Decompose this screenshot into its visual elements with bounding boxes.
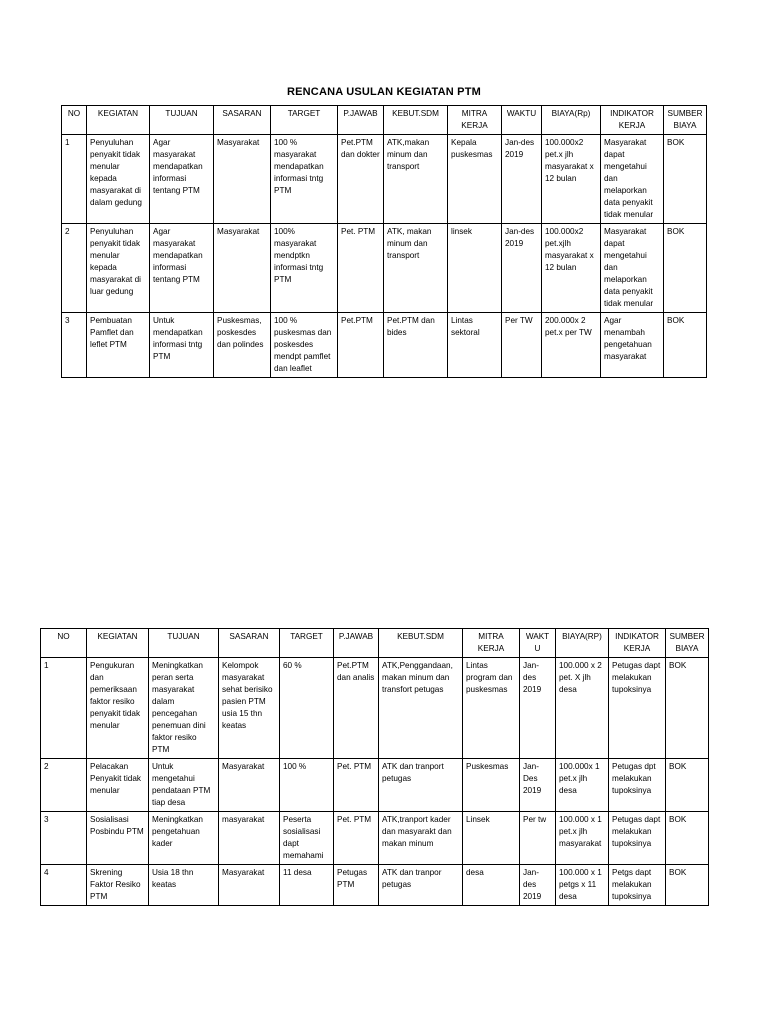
table-cell: 100 % puskesmas dan poskesdes mendpt pamflet dan leaflet bbox=[271, 313, 338, 378]
table-cell: Untuk mengetahui pendataan PTM tiap desa bbox=[149, 759, 219, 812]
table-row bbox=[62, 135, 707, 224]
table-cell: BOK bbox=[666, 658, 709, 759]
table-cell: 1 bbox=[41, 658, 87, 759]
table-cell: Puskesmas, poskesdes dan polindes bbox=[214, 313, 271, 378]
table-cell: Pet.PTM dan analis bbox=[334, 658, 379, 759]
table-cell: 100% masyarakat mendptkn informasi tntg PTM bbox=[271, 224, 338, 313]
table-cell: 100.000x 1 pet.x jlh desa bbox=[556, 759, 609, 812]
table-cell: Petugas PTM bbox=[334, 865, 379, 906]
table-row bbox=[41, 812, 709, 865]
column-header: P.JAWAB bbox=[338, 106, 384, 135]
table-cell: Linsek bbox=[463, 812, 520, 865]
table-cell: Pet.PTM dan dokter bbox=[338, 135, 384, 224]
table-cell: 3 bbox=[41, 812, 87, 865]
column-header: P.JAWAB bbox=[334, 629, 379, 658]
table-cell: Jan-des 2019 bbox=[520, 658, 556, 759]
table-cell: 100 % masyarakat mendapatkan informasi tntg PTM bbox=[271, 135, 338, 224]
table-cell: 100.000 x 2 pet. X jlh desa bbox=[556, 658, 609, 759]
table-cell: ATK, makan minum dan transport bbox=[384, 224, 448, 313]
table-row bbox=[41, 865, 709, 906]
table-cell: 60 % bbox=[280, 658, 334, 759]
table-cell: Meningkatkan pengetahuan kader bbox=[149, 812, 219, 865]
table-cell: BOK bbox=[666, 865, 709, 906]
column-header: WAKTU bbox=[502, 106, 542, 135]
table-cell: 3 bbox=[62, 313, 87, 378]
table-cell: 200.000x 2 pet.x per TW bbox=[542, 313, 601, 378]
table-cell: Jan-des 2019 bbox=[502, 135, 542, 224]
column-header: MITRA KERJA bbox=[463, 629, 520, 658]
table-cell: Untuk mendapatkan informasi tntg PTM bbox=[150, 313, 214, 378]
table-cell: Masyarakat dapat mengetahui dan melaporkan data penyakit tidak menular bbox=[601, 135, 664, 224]
column-header: WAKTU bbox=[520, 629, 556, 658]
table-cell: ATK,tranport kader dan masyarakt dan makan minum bbox=[379, 812, 463, 865]
column-header: BIAYA(Rp) bbox=[542, 106, 601, 135]
table-cell: Pet. PTM bbox=[338, 224, 384, 313]
table-cell: Masyarakat dapat mengetahui dan melaporkan data penyakit tidak menular bbox=[601, 224, 664, 313]
table-cell: BOK bbox=[664, 313, 707, 378]
table-cell: 1 bbox=[62, 135, 87, 224]
table-cell: BOK bbox=[664, 135, 707, 224]
table-cell: Puskesmas bbox=[463, 759, 520, 812]
table-header-row bbox=[62, 106, 707, 135]
table-row bbox=[62, 224, 707, 313]
table-cell: desa bbox=[463, 865, 520, 906]
table-cell: 100.000x2 pet.xjlh masyarakat x 12 bulan bbox=[542, 224, 601, 313]
column-header: BIAYA(RP) bbox=[556, 629, 609, 658]
table-cell: 100.000x2 pet.x jlh masyarakat x 12 bulan bbox=[542, 135, 601, 224]
column-header: KEBUT.SDM bbox=[379, 629, 463, 658]
table-cell: Petugas dpt melakukan tupoksinya bbox=[609, 759, 666, 812]
table-cell: ATK dan tranport petugas bbox=[379, 759, 463, 812]
table-cell: Masyarakat bbox=[214, 135, 271, 224]
table-cell: Jan-des 2019 bbox=[520, 865, 556, 906]
column-header: SASARAN bbox=[219, 629, 280, 658]
table-cell: BOK bbox=[666, 812, 709, 865]
column-header: TARGET bbox=[280, 629, 334, 658]
table-cell: Pet.PTM dan bides bbox=[384, 313, 448, 378]
table-row bbox=[41, 759, 709, 812]
table-cell: Petugas dapt melakukan tupoksinya bbox=[609, 658, 666, 759]
table-cell: BOK bbox=[666, 759, 709, 812]
table-cell: Pet. PTM bbox=[334, 759, 379, 812]
table-cell: BOK bbox=[664, 224, 707, 313]
table-cell: ATK,Penggandaan, makan minum dan transfort petugas bbox=[379, 658, 463, 759]
table-cell: Agar menambah pengetahuan masyarakat bbox=[601, 313, 664, 378]
table-header-row bbox=[41, 629, 709, 658]
column-header: KEGIATAN bbox=[87, 106, 150, 135]
column-header: SUMBER BIAYA bbox=[664, 106, 707, 135]
table-cell: Pembuatan Pamflet dan leflet PTM bbox=[87, 313, 150, 378]
column-header: TUJUAN bbox=[150, 106, 214, 135]
table-cell: Agar masyarakat mendapatkan informasi tentang PTM bbox=[150, 135, 214, 224]
table-cell: Masyarakat bbox=[214, 224, 271, 313]
table-cell: masyarakat bbox=[219, 812, 280, 865]
table-cell: linsek bbox=[448, 224, 502, 313]
table-cell: Sosialisasi Posbindu PTM bbox=[87, 812, 149, 865]
table-cell: Lintas program dan puskesmas bbox=[463, 658, 520, 759]
column-header: SUMBER BIAYA bbox=[666, 629, 709, 658]
table-cell: Skrening Faktor Resiko PTM bbox=[87, 865, 149, 906]
document-title: RENCANA USULAN KEGIATAN PTM bbox=[286, 86, 482, 98]
table-cell: Usia 18 thn keatas bbox=[149, 865, 219, 906]
table-cell: 2 bbox=[62, 224, 87, 313]
table-cell: Jan-des 2019 bbox=[502, 224, 542, 313]
table-cell: Petgs dapt melakukan tupoksinya bbox=[609, 865, 666, 906]
table-cell: Per TW bbox=[502, 313, 542, 378]
column-header: NO bbox=[62, 106, 87, 135]
table-cell: 2 bbox=[41, 759, 87, 812]
column-header: TUJUAN bbox=[149, 629, 219, 658]
table-cell: Masyarakat bbox=[219, 759, 280, 812]
table-cell: Kelompok masyarakat sehat berisiko pasien PTM usia 15 thn keatas bbox=[219, 658, 280, 759]
activity-plan-table-1 bbox=[61, 105, 707, 378]
column-header: KEBUT.SDM bbox=[384, 106, 448, 135]
table-cell: Peserta sosialisasi dapt memahami bbox=[280, 812, 334, 865]
table-cell: Per tw bbox=[520, 812, 556, 865]
table-cell: Masyarakat bbox=[219, 865, 280, 906]
table-cell: Pet.PTM bbox=[338, 313, 384, 378]
table-cell: ATK,makan minum dan transport bbox=[384, 135, 448, 224]
column-header: NO bbox=[41, 629, 87, 658]
table-cell: 4 bbox=[41, 865, 87, 906]
table-cell: 100 % bbox=[280, 759, 334, 812]
column-header: INDIKATOR KERJA bbox=[609, 629, 666, 658]
table-cell: Penyuluhan penyakit tidak menular kepada masyarakat di luar gedung bbox=[87, 224, 150, 313]
table-cell: Pengukuran dan pemeriksaan faktor resiko penyakit tidak menular bbox=[87, 658, 149, 759]
table-cell: Agar masyarakat mendapatkan informasi tentang PTM bbox=[150, 224, 214, 313]
column-header: SASARAN bbox=[214, 106, 271, 135]
table-cell: Petugas dapt melakukan tupoksinya bbox=[609, 812, 666, 865]
table-cell: Lintas sektoral bbox=[448, 313, 502, 378]
table-cell: Pet. PTM bbox=[334, 812, 379, 865]
table-cell: Pelacakan Penyakit tidak menular bbox=[87, 759, 149, 812]
column-header: TARGET bbox=[271, 106, 338, 135]
table-row bbox=[41, 658, 709, 759]
table-cell: Penyuluhan penyakit tidak menular kepada masyarakat di dalam gedung bbox=[87, 135, 150, 224]
column-header: MITRA KERJA bbox=[448, 106, 502, 135]
table-cell: 11 desa bbox=[280, 865, 334, 906]
column-header: INDIKATOR KERJA bbox=[601, 106, 664, 135]
table-cell: Meningkatkan peran serta masyarakat dalam pencegahan penemuan dini faktor resiko PTM bbox=[149, 658, 219, 759]
table-cell: Kepala puskesmas bbox=[448, 135, 502, 224]
table-row bbox=[62, 313, 707, 378]
table-cell: ATK dan tranpor petugas bbox=[379, 865, 463, 906]
column-header: KEGIATAN bbox=[87, 629, 149, 658]
table-cell: 100.000 x 1 petgs x 11 desa bbox=[556, 865, 609, 906]
table-cell: Jan-Des 2019 bbox=[520, 759, 556, 812]
table-cell: 100.000 x 1 pet.x jlh masyarakat bbox=[556, 812, 609, 865]
activity-plan-table-2 bbox=[40, 628, 709, 906]
